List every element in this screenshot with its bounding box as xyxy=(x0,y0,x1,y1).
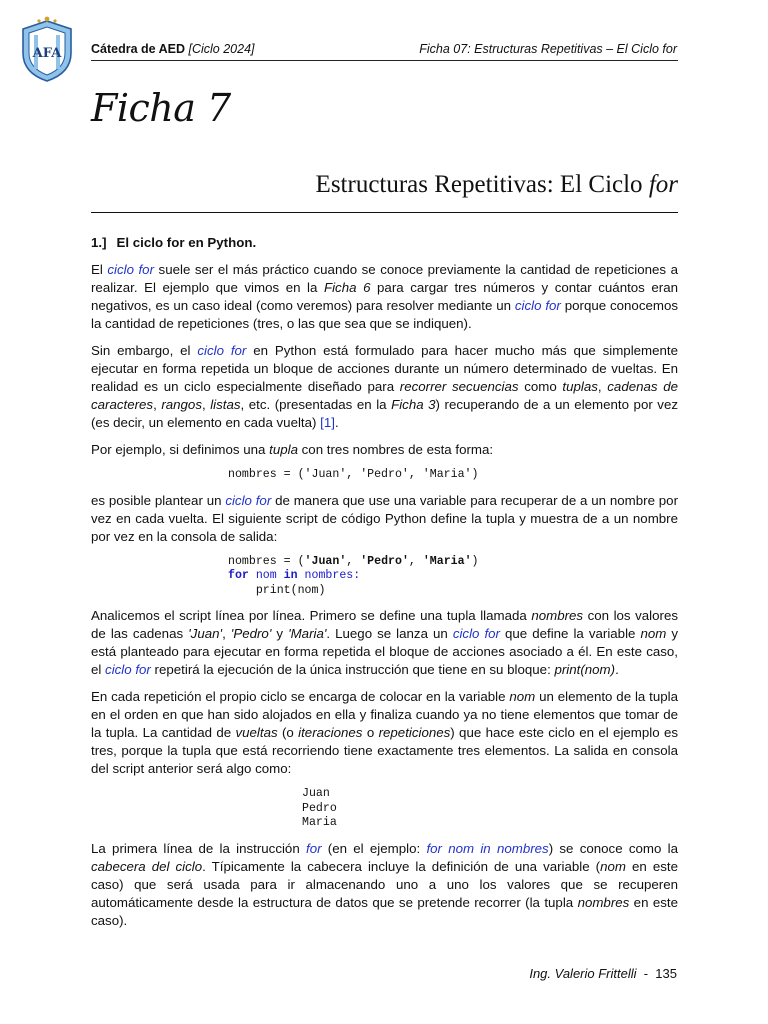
code-block-tuple: nombres = ('Juan', 'Pedro', 'Maria') xyxy=(228,468,479,481)
course-name: Cátedra de AED xyxy=(91,42,186,56)
course-header xyxy=(91,42,255,56)
code-block-for: nombres = ('Juan', 'Pedro', 'Maria') for nom in nombres: print(nom) xyxy=(228,554,479,597)
reference-link[interactable]: [1] xyxy=(320,415,335,430)
paragraph-6: En cada repetición el propio ciclo se encarga de colocar en la variable nom un elemento de la tupla en el orden en que han sido alojados en ella y finaliza cuando ya no tiene elementos que tomar de la tupla. La cantidad de vueltas (o iteraciones o repeticiones) que hace este ciclo en el ejemplo es tres, porque la tupla que está recorriendo tiene exactamente tres elementos. La salida en consola del script anterior será algo como: xyxy=(91,689,679,776)
afa-logo-icon xyxy=(19,15,75,83)
header-divider xyxy=(91,60,678,61)
section-heading: 1.] El ciclo for en Python. xyxy=(91,235,257,250)
paragraph-5: Analicemos el script línea por línea. Primero se define una tupla llamada nombres con los valores de las cadenas 'Juan', 'Pedro' y 'Maria'. Luego se lanza un ciclo for que define la variable nom y está planteado para ejecutar en forma repetida el bloque de acciones asociado a él. En este caso, el ciclo for repetirá la ejecución de la única instrucción que tiene en su bloque: print(nom). xyxy=(91,608,679,677)
svg-text:AFA: AFA xyxy=(32,46,62,61)
paragraph-7: La primera línea de la instrucción for (en el ejemplo: for nom in nombres) se conoce como la cabecera del ciclo. Típicamente la cabecera incluye la definición de una variable (nom en este caso) que será usada para ir almacenando uno a uno los valores que se recuperen automáticamente desde la estructura de datos que se pretende recorrer (la tupla nombres en este caso). xyxy=(91,840,679,928)
document-body xyxy=(91,234,678,939)
subtitle-divider xyxy=(91,212,678,213)
paragraph-4: es posible plantear un ciclo for de manera que use una variable para recuperar de a un nombre por vez en cada vuelta. El siguiente script de código Python define la tupla y muestra de a un nombre por vez en la consola de salida: xyxy=(91,492,678,544)
console-output: Juan Pedro Maria xyxy=(302,787,337,829)
page-number: 135 xyxy=(655,966,677,981)
paragraph-2: Sin embargo, el ciclo for en Python está formulado para hacer mucho más que simplemente ejecutar en forma repetida un bloque de acciones durante un número determinado de vueltas. En realidad es un ciclo especialmente diseñado para recorrer secuencias como tuplas, cadenas de caracteres, rangos, listas, etc. (presentadas en la Ficha 3) recuperando de a un elemento por vez (es decir, un elemento en cada vuelta) [1]. xyxy=(91,343,679,430)
paragraph-1: El ciclo for suele ser el más práctico cuando se conoce previamente la cantidad de repeticiones a realizar. El ejemplo que vimos en la Ficha 6 para cargar tres números y contar cuántos eran negativos, es un caso ideal (como veremos) para resolver mediante un ciclo for porque conocemos la cantidad de repeticiones (tres, o las que sea que se indiquen). xyxy=(91,262,679,331)
paragraph-3: Por ejemplo, si definimos una tupla con tres nombres de esta forma: xyxy=(91,442,494,457)
footer-author: Ing. Valerio Frittelli xyxy=(529,966,637,981)
topic-header: Ficha 07: Estructuras Repetitivas – El Ciclo for xyxy=(419,42,677,56)
page-footer: Ing. Valerio Frittelli - 135 xyxy=(529,966,677,981)
course-cycle: [Ciclo 2024] xyxy=(188,42,255,56)
page-subtitle: Estructuras Repetitivas: El Ciclo for xyxy=(315,171,678,198)
page-title: Ficha 7 xyxy=(91,86,231,130)
